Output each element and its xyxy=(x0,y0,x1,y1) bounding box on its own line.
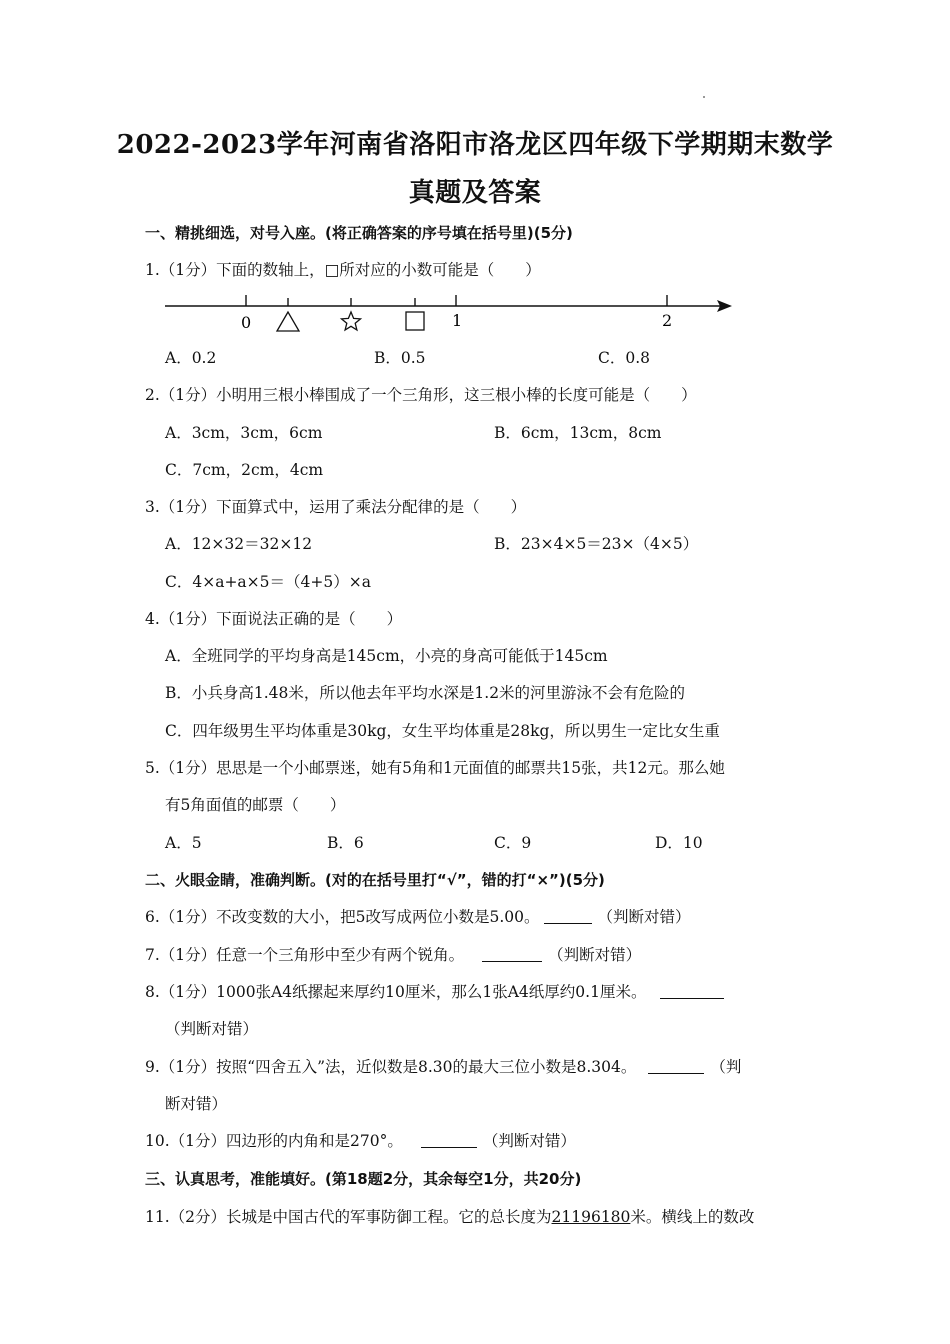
q2-option-b: B．6cm，13cm，8cm xyxy=(494,424,662,442)
page-title-line2: 真题及答案 xyxy=(408,178,542,208)
section3-header: 三、认真思考，准能填好。(第18题2分，其余每空1分，共20分) xyxy=(145,1170,582,1188)
section2-header: 二、火眼金睛，准确判断。(对的在括号里打“√”，错的打“×”)(5分) xyxy=(145,871,605,889)
q8-line xyxy=(145,981,730,1003)
q2-option-c: C．7cm，2cm，4cm xyxy=(165,461,324,479)
q3-option-c: C．4×a+a×5＝（4+5）×a xyxy=(165,573,371,591)
q4-option-c: C．四年级男生平均体重是30kg，女生平均体重是28kg，所以男生一定比女生重 xyxy=(165,722,720,740)
q5-stem-line2: 有5角面值的邮票（ ） xyxy=(165,796,346,814)
number-line xyxy=(160,290,740,340)
q11-underlined-number: 21196180 xyxy=(551,1208,631,1226)
section1-header: 一、精挑细选，对号入座。(将正确答案的序号填在括号里)(5分) xyxy=(145,224,573,242)
q5-option-d: D．10 xyxy=(655,834,703,852)
q5-option-c: C．9 xyxy=(494,834,532,852)
q10-suffix: （判断对错） xyxy=(482,1132,576,1150)
q5-option-b: B．6 xyxy=(327,834,364,852)
q5-stem-line1: 5.（1分）思思是一个小邮票迷，她有5角和1元面值的邮票共15张，共12元。那么她 xyxy=(145,759,725,777)
q9-text: 9.（1分）按照“四舍五入”法，近似数是8.30的最大三位小数是8.304。 xyxy=(145,1058,637,1076)
q3-stem: 3.（1分）下面算式中，运用了乘法分配律的是（ ） xyxy=(145,498,527,516)
star-icon xyxy=(342,312,361,330)
q2-option-a: A．3cm，3cm，6cm xyxy=(165,424,323,442)
axis-label-1: 1 xyxy=(452,311,463,330)
q3-option-a: A．12×32＝32×12 xyxy=(165,535,313,553)
q11-text-post: 米。横线上的数改 xyxy=(630,1208,755,1226)
q6-suffix: （判断对错） xyxy=(597,908,691,926)
q11-line xyxy=(145,1206,754,1228)
q9-suffix-b: 断对错） xyxy=(165,1095,228,1113)
triangle-icon xyxy=(277,312,299,331)
q4-option-a: A．全班同学的平均身高是145cm，小亮的身高可能低于145cm xyxy=(165,647,608,665)
q1-option-a: A．0.2 xyxy=(165,349,217,367)
q10-answer-blank[interactable] xyxy=(421,1131,477,1148)
q1-option-b: B．0.5 xyxy=(374,349,426,367)
q1-option-c: C．0.8 xyxy=(598,349,651,367)
q10-text: 10.（1分）四边形的内角和是270°。 xyxy=(145,1132,403,1150)
q5-option-a: A．5 xyxy=(165,834,202,852)
q7-text: 7.（1分）任意一个三角形中至少有两个锐角。 xyxy=(145,946,465,964)
q8-suffix: （判断对错） xyxy=(165,1020,259,1038)
axis-label-0: 0 xyxy=(241,313,252,332)
square-icon xyxy=(406,312,424,330)
q7-suffix: （判断对错） xyxy=(548,946,642,964)
q11-text-pre: 11.（2分）长城是中国古代的军事防御工程。它的总长度为 xyxy=(145,1208,552,1226)
q9-suffix-a: （判 xyxy=(710,1058,742,1076)
q4-stem: 4.（1分）下面说法正确的是（ ） xyxy=(145,610,403,628)
axis-label-2: 2 xyxy=(662,311,673,330)
q9-answer-blank[interactable] xyxy=(648,1057,704,1074)
page-title-line1: 2022-2023学年河南省洛阳市洛龙区四年级下学期期末数学 xyxy=(116,130,834,160)
q8-answer-blank[interactable] xyxy=(660,982,724,999)
q10-line xyxy=(145,1130,576,1152)
q4-option-b: B．小兵身高1.48米，所以他去年平均水深是1.2米的河里游泳不会有危险的 xyxy=(165,684,686,702)
q8-text: 8.（1分）1000张A4纸摞起来厚约10厘米，那么1张A4纸厚约0.1厘米。 xyxy=(145,983,647,1001)
q2-stem: 2.（1分）小明用三根小棒围成了一个三角形，这三根小棒的长度可能是（ ） xyxy=(145,386,697,404)
q6-line xyxy=(145,906,691,928)
q3-option-b: B．23×4×5＝23×（4×5） xyxy=(494,535,699,553)
q6-text: 6.（1分）不改变数的大小，把5改写成两位小数是5.00。 xyxy=(145,908,540,926)
q7-line xyxy=(145,944,641,966)
q1-stem: 1.（1分）下面的数轴上，□所对应的小数可能是（ ） xyxy=(145,261,541,279)
decorative-dot xyxy=(703,96,705,98)
q9-line xyxy=(145,1056,741,1078)
q7-answer-blank[interactable] xyxy=(482,945,542,962)
q6-answer-blank[interactable] xyxy=(544,907,592,924)
